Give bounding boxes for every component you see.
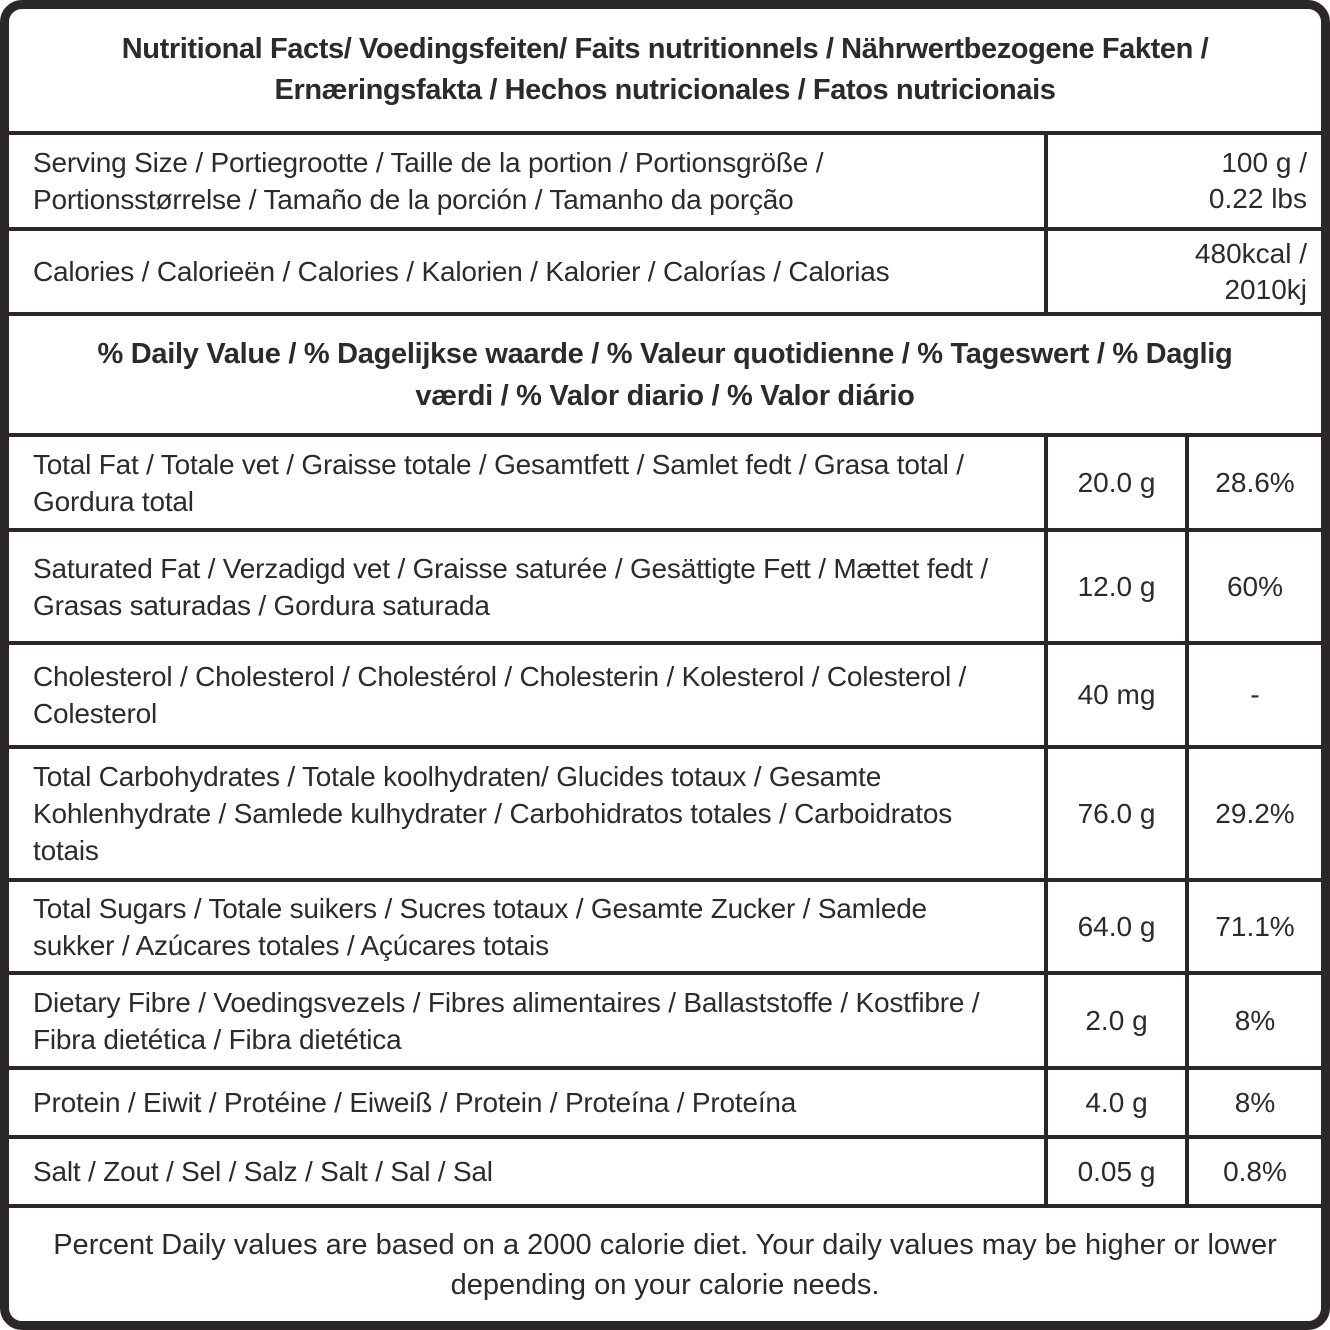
saturated-fat-amount: 12.0 g xyxy=(1044,532,1185,641)
total-sugars-amount: 64.0 g xyxy=(1044,882,1185,971)
calories-value xyxy=(1044,231,1321,312)
protein-amount: 4.0 g xyxy=(1044,1070,1185,1135)
total-sugars-label: Total Sugars / Totale suikers / Sucres totaux / Gesamte Zucker / Samlede sukker / Azúcares totales / Açúcares totais xyxy=(33,892,927,961)
dietary-fibre-label: Dietary Fibre / Voedingsvezels / Fibres alimentaires / Ballaststoffe / Kostfibre / Fibra dietética / Fibra dietética xyxy=(33,986,980,1055)
calories-value-line-2: 2010kj xyxy=(1224,273,1307,305)
total-sugars-daily-value: 71.1% xyxy=(1185,882,1321,971)
protein-label: Protein / Eiwit / Protéine / Eiweiß / Protein / Proteína / Proteína xyxy=(33,1087,797,1118)
nutrient-row-total-fat xyxy=(9,433,1321,528)
label-title: Nutritional Facts/ Voedingsfeiten/ Faits nutritionnels / Nährwertbezogene Fakten / Ernæringsfakta / Hechos nutricionales / Fatos nutricionais xyxy=(121,33,1209,106)
calories-value-line-1: 480kcal / xyxy=(1194,237,1307,269)
nutrient-row-dietary-fibre xyxy=(9,971,1321,1066)
nutrient-row-total-carbohydrates xyxy=(9,745,1321,878)
dietary-fibre-amount: 2.0 g xyxy=(1044,975,1185,1066)
total-carbohydrates-daily-value: 29.2% xyxy=(1185,749,1321,878)
daily-value-footnote: Percent Daily values are based on a 2000 calorie diet. Your daily values may be higher or lower depending on your calorie needs. xyxy=(9,1204,1321,1321)
serving-size-value-line-1: 100 g / xyxy=(1221,147,1307,178)
protein-daily-value: 8% xyxy=(1185,1070,1321,1135)
saturated-fat-label: Saturated Fat / Verzadigd vet / Graisse saturée / Gesättigte Fett / Mættet fedt / Grasas saturadas / Gordura saturada xyxy=(33,552,988,621)
calories-row xyxy=(9,227,1321,312)
nutrient-row-salt xyxy=(9,1135,1321,1204)
cholesterol-daily-value: - xyxy=(1185,645,1321,745)
total-fat-amount: 20.0 g xyxy=(1044,437,1185,528)
cholesterol-label: Cholesterol / Cholesterol / Cholestérol / Cholesterin / Kolesterol / Colesterol / Colesterol xyxy=(33,661,967,729)
serving-size-value xyxy=(1044,135,1321,227)
salt-label: Salt / Zout / Sel / Salz / Salt / Sal / Sal xyxy=(33,1156,493,1187)
dietary-fibre-daily-value: 8% xyxy=(1185,975,1321,1066)
serving-size-value-line-2: 0.22 lbs xyxy=(1208,183,1307,214)
cholesterol-amount: 40 mg xyxy=(1044,645,1185,745)
total-fat-daily-value: 28.6% xyxy=(1185,437,1321,528)
calories-label: Calories / Calorieën / Calories / Kalorien / Kalorier / Calorías / Calorias xyxy=(33,256,890,287)
nutrient-row-total-sugars xyxy=(9,878,1321,971)
nutrient-row-protein xyxy=(9,1066,1321,1135)
total-carbohydrates-label: Total Carbohydrates / Totale koolhydraten/ Glucides totaux / Gesamte Kohlenhydrate / Samlede kulhydrater / Carbohidratos totales / Carboidratos totais xyxy=(33,761,953,866)
salt-daily-value: 0.8% xyxy=(1185,1139,1321,1204)
total-carbohydrates-amount: 76.0 g xyxy=(1044,749,1185,878)
nutrient-row-saturated-fat xyxy=(9,528,1321,641)
total-fat-label: Total Fat / Totale vet / Graisse totale / Gesamtfett / Samlet fedt / Grasa total / Gordura total xyxy=(33,448,964,517)
serving-size-label: Serving Size / Portiegrootte / Taille de la portion / Portionsgröße / Portionsstørrelse / Tamaño de la porción / Tamanho da porção xyxy=(33,147,824,215)
serving-size-row xyxy=(9,131,1321,227)
salt-amount: 0.05 g xyxy=(1044,1139,1185,1204)
daily-value-heading: % Daily Value / % Dagelijkse waarde / % Valeur quotidienne / % Tageswert / % Daglig værdi / % Valor diario / % Valor diário xyxy=(9,312,1321,433)
saturated-fat-daily-value: 60% xyxy=(1185,532,1321,641)
nutrient-row-cholesterol xyxy=(9,641,1321,745)
